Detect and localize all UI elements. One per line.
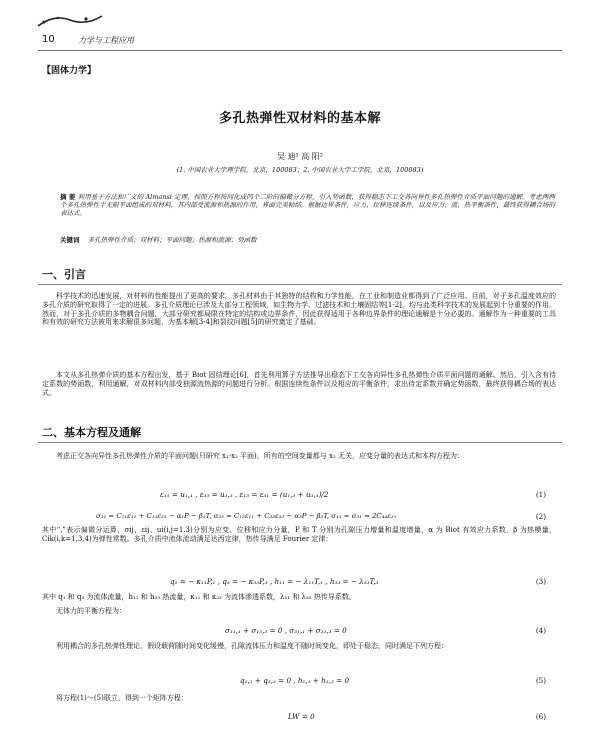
abstract-text: 利用基于方法和广义的 Almansi 定理，按照方程按问化成四个二阶的偏微分方程，引入势函数，获得稳态下工交各向异性多孔热弹性介质平面问题的通解。考虑两两个多孔热弹性半无限平面组成的双材料，其内部受流源和热源的作用，界面完美粘结。根据边界条件，应力、位移连续条件，以及应力、流、热平衡条件，最终获得耦合场的表达式。	[60, 193, 555, 218]
equation-6-number: (6)	[535, 712, 546, 721]
equation-5: q₁,₁ + q₃,₃ = 0 , h₁,₁ + h₃,₃ = 0	[240, 676, 350, 685]
section-rule	[38, 442, 562, 443]
intro-paragraph-1: 科学技术的迅速发展，对材料的性能提出了更高的要求。多孔材料由于其独特的结构和力学性能，在工业和制造业都得到了广泛应用。目前，对于多孔温度效应的多孔介质的研究取得了一定的进展。多孔介质理论已涉及大部分工程领域，如生物力学、过滤技术和土壤固结等[1-2]，均与此类科学技术的发展起到十分重要的作用。然而，对于多孔介质的多物耦合问题，大部分研究都局限在特定的结构或边界条件，因此获得适用于各种边界条件的理论通解是十分必要的。通解作为一种重要的工具和有效的研究方法被用来求解很多问题，为基本解[3-4]和裂纹问题[5]的研究奠定了基础。	[42, 292, 556, 327]
keywords-label: 关键词	[60, 236, 80, 244]
equation-3: q₁ = − κ₁₁P,₁ , q₃ = − κ₃₃P,₃ , h₁₁ = − λ₁₁T,₁ , h₃₃ = − λ₃₃T,₃	[170, 577, 379, 586]
equation-4: σ₁₁,₁ + σ₁₃,₃ = 0 , σ₃₁,₁ + σ₃₃,₃ = 0	[225, 626, 347, 635]
paper-title: 多孔热弹性双材料的基本解	[218, 111, 381, 126]
equilibrium-intro: 无体力的平衡方程为：	[56, 607, 126, 615]
authors: 吴 迪¹ 高 阳²	[276, 152, 324, 161]
header-ornament-icon	[36, 10, 106, 32]
keywords-text: 多孔热弹性介质；双材料；平面问题；热源和流源；势函数	[87, 236, 257, 244]
steady-state-paragraph: 利用耦合的多孔热弹性理论，假设载荷随时间变化缓慢，孔隙流体压力和温度不随时间变化，即处于稳态，同时满足下列方程：	[56, 642, 448, 650]
journal-name: 力学与工程应用	[78, 36, 134, 45]
header-rule	[38, 50, 562, 51]
section-rule	[38, 284, 562, 285]
equation-2-number: (2)	[535, 512, 546, 521]
basic-paragraph-1: 考虑正交各向异性多孔热弹性介质的平面问题(只研究 x₁-x₃ 平面)，所有的空间变量都与 x₂ 无关，应变分量的表达式和本构方程为：	[56, 452, 464, 460]
abstract	[60, 193, 555, 217]
section-heading-intro: 一、引言	[42, 268, 86, 281]
affiliation: (1. 中国农业大学理学院，北京，100083；2. 中国农业大学工学院，北京，100083)	[176, 166, 424, 174]
page-number: 10	[42, 34, 55, 45]
equation-3-number: (3)	[535, 577, 546, 586]
equation-2: σ₁₁ = C₁₁ε₁₁ + C₁₃ε₃₃ − α₁P − β₁T, σ₃₃ = C₁₃ε₁₁ + C₃₃ε₃₃ − α₃P − β₃T, σ₁₃ = σ₃₁ = 2C₄₄ε₃₁	[96, 512, 397, 520]
abstract-label: 摘 要	[60, 193, 76, 201]
intro-paragraph-2: 本文从多孔热弹介质的基本方程出发，基于 Biot 固结理论[6]，首先利用算子方法推导出稳态下工交各向异性多孔热弹性介质平面问题的通解。然后，引入含有待定系数的势函数，利用通解，对双材料内部受独源流热源的问题进行分析。根据连续性条件以及相应的平衡条件，求出待定系数并确定势函数，最终获得耦合场的表达式。	[42, 371, 556, 397]
section-heading-basic: 二、基本方程及通解	[42, 426, 141, 439]
category-label: 【固体力学】	[42, 66, 97, 76]
matrix-intro: 将方程(1)～(5)联立，得到一个矩阵方程：	[56, 694, 188, 702]
equation-1-number: (1)	[535, 490, 546, 499]
flux-definitions: 其中 q₁ 和 q₃ 为流体流量，h₁₁ 和 h₃₃ 热流量，κ₁₁ 和 κ₃₃ 为流体渗透系数，λ₁₁ 和 λ₃₃ 热传导系数。	[42, 593, 356, 601]
equation-4-number: (4)	[535, 626, 546, 635]
equation-5-number: (5)	[535, 676, 546, 685]
keywords	[60, 236, 555, 244]
equation-1: ε₁₁ = u₁,₁ , ε₃₃ = u₃,₃ , ε₁₃ = ε₃₁ = (u₁,₃ + u₃,₁)/2	[160, 490, 329, 499]
equation-6: LW = 0	[288, 712, 315, 721]
definitions-paragraph: 其中“,”表示偏微分运算，σij、εij、ui(i,j=1,3)分别为应变、位移和应力分量，P 和 T 分别为孔隙压力增量和温度增量，α 为 Biot 有效应力系数，β 为热模量，Cik(i,k=1,3,4)为弹性常数。多孔介质中流体流动满足达西定律，热传导满足 Fourier 定律：	[42, 526, 556, 543]
